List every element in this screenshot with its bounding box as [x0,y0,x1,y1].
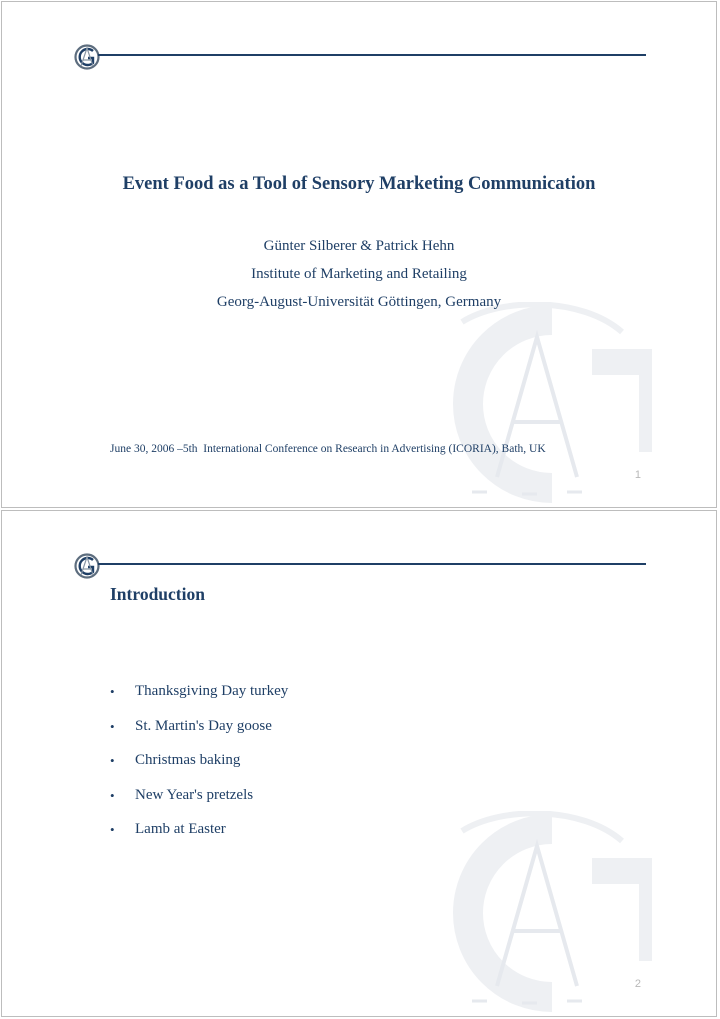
author-block [2,232,716,316]
list-item-text: Lamb at Easter [135,821,226,837]
slide-number: 2 [634,978,641,990]
list-item [110,752,288,787]
university-line: Georg-August-Universität Göttingen, Germany [216,294,502,310]
bullet-icon: • [110,753,115,768]
slide-1 [1,1,717,508]
list-item [110,718,288,753]
bullet-icon: • [110,822,115,837]
authors-line: Günter Silberer & Patrick Hehn [263,238,455,254]
institute-line: Institute of Marketing and Retailing [251,266,467,282]
slide-title: Event Food as a Tool of Sensory Marketing Communication [122,174,596,194]
university-seal-logo-icon [72,551,102,581]
conference-footer: June 30, 2006 –5th International Conference on Research in Advertising (ICORIA), Bath, UK [110,443,546,455]
bullet-icon: • [110,684,115,699]
list-item-text: Thanksgiving Day turkey [135,683,289,699]
bullet-list [110,683,288,856]
list-item [110,821,288,856]
university-seal-watermark-icon [442,811,652,1016]
university-seal-logo-icon [72,42,102,72]
list-item [110,787,288,822]
header-rule [98,563,646,565]
slide-title: Introduction [110,584,205,604]
bullet-icon: • [110,718,115,734]
header-rule [98,54,646,56]
list-item [110,683,288,718]
bullet-icon: • [110,787,115,803]
list-item-text: New Year's pretzels [135,786,254,803]
slide-2 [1,510,717,1017]
slide-number: 1 [634,469,641,481]
list-item-text: Christmas baking [135,752,241,768]
list-item-text: St. Martin's Day goose [135,717,272,734]
university-seal-watermark-icon [442,302,652,507]
